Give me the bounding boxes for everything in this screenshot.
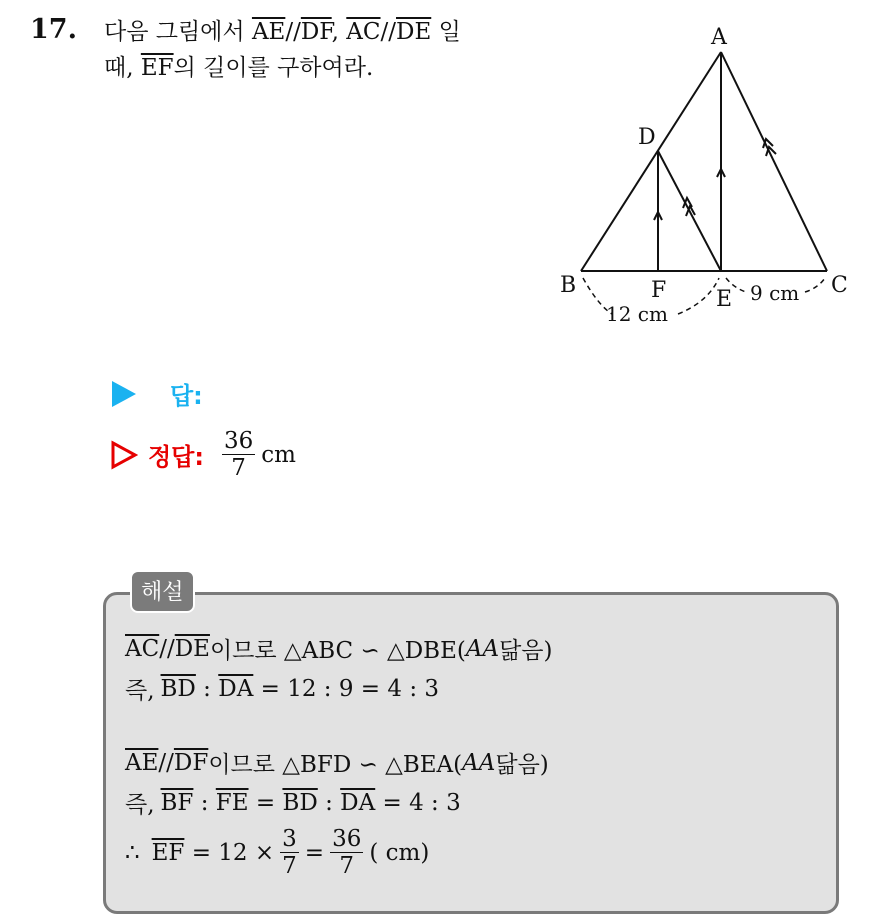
- segment-de: $\overline{DE}$: [396, 19, 432, 45]
- question-line-1: 다음 그림에서 $\overline{AE}//\overline{DF}$, $\overline{AC}//\overline{DE}$ 일: [104, 19, 461, 45]
- solution-fraction-1: $\frac{3}{7}$: [282, 826, 297, 879]
- play-filled-icon: [110, 379, 138, 409]
- side-ac: [721, 52, 827, 271]
- question-text: [104, 14, 461, 86]
- answer-label: 답:: [170, 382, 203, 410]
- label-e: E: [716, 287, 733, 312]
- length-ec: 9 cm: [750, 281, 800, 305]
- solution-line-2: 즉, $\overline{BD}$ : $\overline{DA}$ = 12 : 9 = 4 : 3: [125, 675, 440, 704]
- label-f: F: [651, 278, 667, 303]
- answer-row: [110, 376, 203, 411]
- label-c: C: [831, 273, 848, 298]
- label-b: B: [560, 273, 577, 298]
- segment-ac: $\overline{AC}$: [346, 19, 381, 45]
- side-ab: [581, 52, 721, 271]
- play-outline-icon: [110, 440, 138, 470]
- question-line-2: 때, $\overline{EF}$의 길이를 구하여라.: [104, 55, 374, 81]
- label-d: D: [638, 125, 656, 150]
- answer-unit: cm: [261, 441, 296, 468]
- solution-line-3: $\overline{AE}$ // $\overline{DF}$ 이므로 △BFD ∽ △BEA( AA 닮음): [125, 749, 549, 778]
- triangle-figure: [550, 20, 860, 330]
- solution-line-1: $\overline{AC}$ // $\overline{DE}$ 이므로 △ABC ∽ △DBE( AA 닮음): [125, 635, 553, 664]
- solution-line-5: ∴ $\overline{EF}$ = 12 × $\frac{3}{7}$ = $\frac{36}{7}$ ( cm): [125, 826, 430, 879]
- correct-answer-row: [110, 428, 296, 481]
- solution-fraction-2: $\frac{36}{7}$: [332, 826, 362, 879]
- solution-badge: 해설: [130, 570, 195, 613]
- question-number: 17.: [30, 14, 77, 45]
- correct-answer-label: 정답:: [148, 443, 204, 471]
- answer-fraction: $\frac{36}{7}$: [223, 428, 254, 481]
- segment-ae: $\overline{AE}$: [251, 19, 286, 45]
- length-be: 12 cm: [606, 302, 668, 326]
- segment-de-line: [658, 151, 721, 271]
- solution-line-4: 즉, $\overline{BF}$ : $\overline{FE}$ = $\overline{BD}$ : $\overline{DA}$ = 4 : 3: [125, 789, 461, 818]
- segment-df: $\overline{DF}$: [300, 19, 332, 45]
- label-a: A: [711, 25, 727, 50]
- segment-ef: $\overline{EF}$: [140, 55, 174, 81]
